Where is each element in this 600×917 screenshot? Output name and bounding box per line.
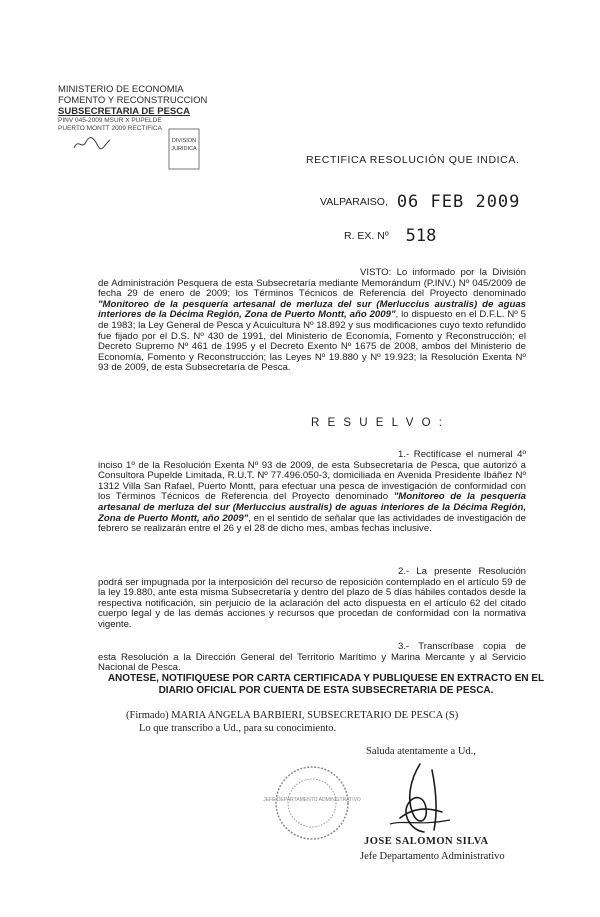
seal-text: JEFE DEPARTAMENTO ADMINISTRATIVO xyxy=(263,797,361,803)
ministry-header xyxy=(58,84,218,133)
signer-role: Jefe Departamento Administrativo xyxy=(360,851,505,862)
transcribe-line: Lo que transcribo a Ud., para su conocimiento. xyxy=(139,723,337,734)
header-line-5: PUERTO MONTT 2009 RECTIFICA xyxy=(58,125,163,132)
clause-3-text: 3.- Transcríbase copia de esta Resolución a la Dirección General del Territorio Marítimo y Marina Mercante y al Servicio Nacional de Pesca. xyxy=(98,641,526,674)
header-line-3: SUBSECRETARIA DE PESCA xyxy=(58,106,190,117)
department-seal xyxy=(263,763,361,843)
header-line-2: FOMENTO Y RECONSTRUCCION xyxy=(58,95,208,106)
clause-1-text-1: 1.- Rectifícase el numeral 4º inciso 1º de la Resolución Exenta Nº 93 de 2009, de esta Subsecretaría de Pesca, que autorizó a Consultora Pupelde Limitada, R.U.T. Nº 77.496.050-3, domiciliada en Avenida Presidente Ibáñez Nº 1312 Villa San Rafael, Puerto Montt, para efectuar una pesca de investigación de conformidad con los Términos Técnicos de Referencia del Proyecto denominado xyxy=(98,449,526,503)
place-date xyxy=(320,192,520,212)
resolution-number-line xyxy=(344,226,436,246)
date-stamp: 06 FEB 2009 xyxy=(396,192,521,212)
initials-scribble xyxy=(72,134,112,154)
clause-1 xyxy=(98,450,526,535)
stamp-line-1: DIVISION xyxy=(171,138,197,144)
header-line-4: PINV 045-2009 MSUR X PUPELDE xyxy=(58,117,162,124)
signer-name: JOSE SALOMON SILVA xyxy=(364,836,489,847)
clause-1-project-name: "Monitoreo de la pesquería artesanal de merluza del sur (Merluccius australis) de aguas interiores de la Décima Región, Zona de Puerto Montt, año 2009" xyxy=(98,491,526,524)
clause-3 xyxy=(98,642,526,674)
visto-text-1: VISTO: Lo informado por la División de Administración Pesquera de esta Subsecretaría mediante Memorándum (P.INV.) Nº 045/2009 de fecha 29 de enero de 2009; los Términos Técnicos de Referencia del Proyecto denominado xyxy=(98,267,526,300)
clause-2 xyxy=(98,567,526,631)
visto-paragraph xyxy=(98,268,526,374)
resuelvo-heading: R E S U E L V O : xyxy=(311,417,445,429)
visto-text-2: , lo dispuesto en el D.F.L. Nº 5 de 1983; la Ley General de Pesca y Acuicultura Nº 18.892 y sus modificaciones cuyo texto refundido fue fijado por el D.S. Nº 430 de 1991, del Ministerio de Economía, Fomento y Reconstrucción; el Decreto Supremo Nº 461 de 1995 y el Decreto Exento Nº 1675 de 2008, ambos del Ministerio de Economía, Fomento y Reconstrucción; las Leyes Nº 19.880 y Nº 19.923; la Resolución Exenta Nº 93 de 2009, de esta Subsecretaría de Pesca. xyxy=(98,309,527,374)
stamp-line-2: JURIDICA xyxy=(171,146,197,152)
header-line-1: MINISTERIO DE ECONOMIA xyxy=(58,84,184,95)
place: VALPARAISO, xyxy=(320,196,388,208)
division-juridica-stamp xyxy=(168,128,200,170)
visto-project-name: "Monitoreo de la pesquería artesanal de merluza del sur (Merluccius australis) de aguas interiores de la Décima Región, Zona de Puerto Montt, año 2009" xyxy=(98,298,526,321)
resolution-label: R. EX. Nº xyxy=(344,229,389,242)
notice-paragraph: ANOTESE, NOTIFIQUESE POR CARTA CERTIFICADA Y PUBLIQUESE EN EXTRACTO EN EL DIARIO OFICIAL POR CUENTA DE ESTA SUBSECRETARIA DE PESCA. xyxy=(107,673,545,696)
firmado-line: (Firmado) MARIA ANGELA BARBIERI, SUBSECRETARIO DE PESCA (S) xyxy=(126,710,459,721)
saluda-line: Saluda atentamente a Ud., xyxy=(366,746,476,757)
document-title: RECTIFICA RESOLUCIÓN QUE INDICA. xyxy=(306,154,520,166)
clause-2-text: 2.- La presente Resolución podrá ser impugnada por la interposición del recurso de reposición contemplado en el artículo 59 de la ley 19.880, ante esta misma Subsecretaría y dentro del plazo de 5 días hábiles contados desde la respectiva notificación, sin perjuicio de la aclaración del acto dispuesta en el artículo 62 del citado cuerpo legal y de las demás acciones y recursos que procedan de conformidad con la normativa vigente. xyxy=(98,566,526,630)
resolution-number: 518 xyxy=(405,226,437,246)
handwritten-signature xyxy=(380,760,460,838)
clause-1-text-2: , en el sentido de señalar que las actividades de investigación de febrero se realizarán entre el 26 y el 28 de dicho mes, ambas fechas inclusive. xyxy=(98,512,526,535)
